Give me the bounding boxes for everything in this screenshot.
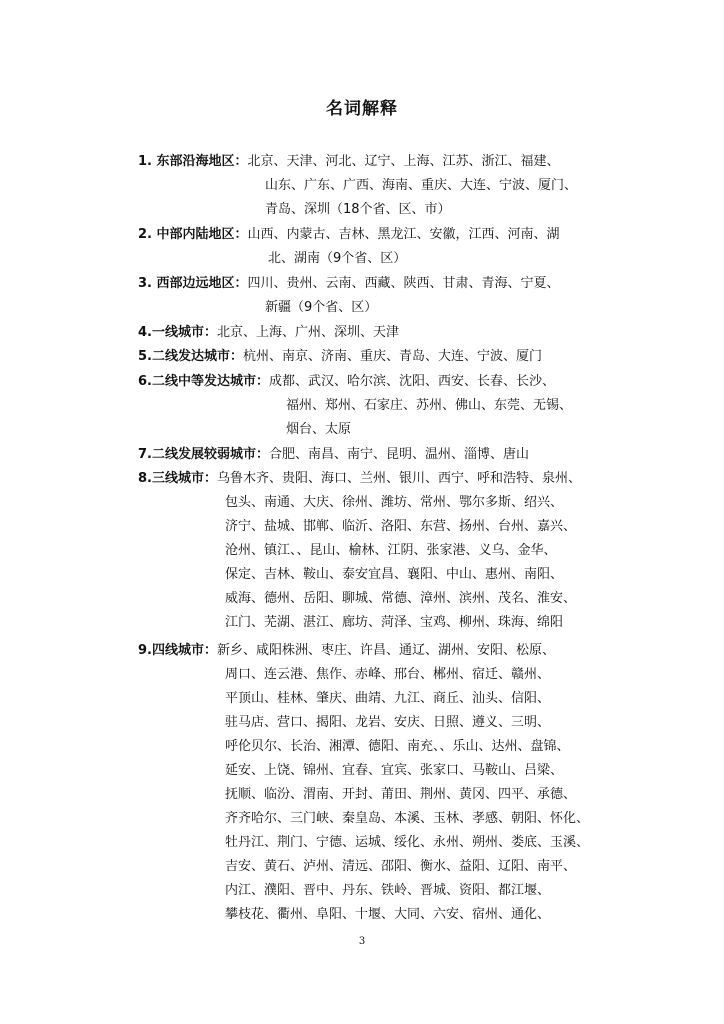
term-label: 8.三线城市： — [138, 471, 217, 486]
term-tier1-cities — [138, 321, 698, 345]
term-label: 2. 中部内陆地区： — [138, 227, 248, 242]
term-label: 4.一线城市： — [138, 325, 217, 340]
term-label: 9.四线城市： — [138, 643, 217, 658]
page-number: 3 — [358, 936, 366, 947]
term-line: 沧州、镇江、、昆山、榆林、江阴、张家港、义乌、金华、 — [225, 543, 557, 558]
term-line: 呼伦贝尔、长治、湘潭、德阳、南充、、乐山、达州、盘锦、 — [225, 739, 570, 754]
term-line: 青岛、深圳（18个省、区、市） — [265, 202, 451, 217]
term-line: 山西、内蒙古、吉林、黑龙江、安徽，江西、河南、湖 — [247, 227, 560, 242]
term-tier2-weak — [138, 443, 698, 467]
term-line: 乌鲁木齐、贵阳、海口、兰州、银川、西宁、呼和浩特、泉州、 — [216, 471, 581, 486]
term-label: 1. 东部沿海地区： — [138, 154, 248, 169]
page-title: 名词解释 — [326, 99, 398, 119]
term-line: 新疆（9个省、区） — [265, 300, 378, 315]
term-line: 平顶山、桂林、肇庆、曲靖、九江、商丘、汕头、信阳、 — [225, 691, 551, 706]
term-line: 北京、天津、河北、辽宁、上海、江苏、浙江、福建、 — [247, 154, 560, 169]
term-line: 北、湖南（9个省、区） — [268, 251, 407, 266]
term-line: 济宁、盐城、邯郸、临沂、洛阳、东营、扬州、台州、嘉兴、 — [225, 519, 577, 534]
term-line: 福州、郑州、石家庄、苏州、佛山、东莞、无锡、 — [286, 398, 573, 413]
term-tier3-cities — [138, 467, 698, 635]
term-line: 吉安、黄石、泸州、清远、邵阳、衡水、益阳、辽阳、南平、 — [225, 859, 577, 874]
term-eastern-coastal — [138, 150, 698, 222]
term-western-remote — [138, 272, 698, 320]
term-line: 内江、濮阳、晋中、丹东、铁岭、晋城、资阳、都江堰、 — [225, 883, 551, 898]
term-line: 威海、德州、岳阳、聊城、常德、漳州、滨州、茂名、淮安、 — [225, 591, 577, 606]
term-line: 杭州、南京、济南、重庆、青岛、大连、宁波、厦门 — [242, 349, 542, 364]
term-line: 攀枝花、衢州、阜阳、十堰、大同、六安、宿州、通化、 — [225, 907, 551, 922]
term-line: 抚顺、临汾、渭南、开封、莆田、荆州、黄冈、四平、承德、 — [225, 787, 577, 802]
term-line: 四川、贵州、云南、西藏、陕西、甘肃、青海、宁夏、 — [247, 276, 560, 291]
term-line: 新乡、咸阳株洲、枣庄、许昌、通辽、湖州、安阳、松原、 — [216, 643, 555, 658]
term-central-inland — [138, 223, 698, 271]
term-line: 江门、芜湖、湛江、廊坊、菏泽、宝鸡、柳州、珠海、绵阳 — [225, 615, 564, 630]
term-label: 7.二线发展较弱城市： — [138, 447, 269, 462]
term-label: 3. 西部边远地区： — [138, 276, 248, 291]
term-line: 合肥、南昌、南宁、昆明、温州、淄博、唐山 — [268, 447, 529, 462]
term-tier2-developed — [138, 345, 698, 369]
term-line: 北京、上海、广州、深圳、天津 — [216, 325, 399, 340]
term-tier2-moderate — [138, 370, 698, 442]
term-line: 保定、吉林、鞍山、泰安宜昌、襄阳、中山、惠州、南阳、 — [225, 567, 564, 582]
term-label: 5.二线发达城市： — [138, 349, 243, 364]
term-line: 齐齐哈尔、三门峡、秦皇岛、本溪、玉林、孝感、朝阳、怀化、 — [225, 811, 590, 826]
term-line: 牡丹江、荆门、宁德、运城、绥化、永州、朔州、娄底、玉溪、 — [225, 835, 590, 850]
term-line: 成都、武汉、哈尔滨、沈阳、西安、长春、长沙、 — [268, 374, 555, 389]
term-line: 包头、南通、大庆、徐州、潍坊、常州、鄂尔多斯、绍兴、 — [225, 495, 564, 510]
term-label: 6.二线中等发达城市： — [138, 374, 269, 389]
term-line: 延安、上饶、锦州、宜春、宜宾、张家口、马鞍山、吕梁、 — [225, 763, 564, 778]
term-line: 烟台、太原 — [286, 422, 352, 437]
term-line: 周口、连云港、焦作、赤峰、邢台、郴州、宿迁、赣州、 — [225, 667, 551, 682]
term-tier4-cities — [138, 639, 698, 927]
term-line: 驻马店、营口、揭阳、龙岩、安庆、日照、遵义、三明、 — [225, 715, 551, 730]
term-line: 山东、广东、广西、海南、重庆、大连、宁波、厦门、 — [265, 178, 578, 193]
